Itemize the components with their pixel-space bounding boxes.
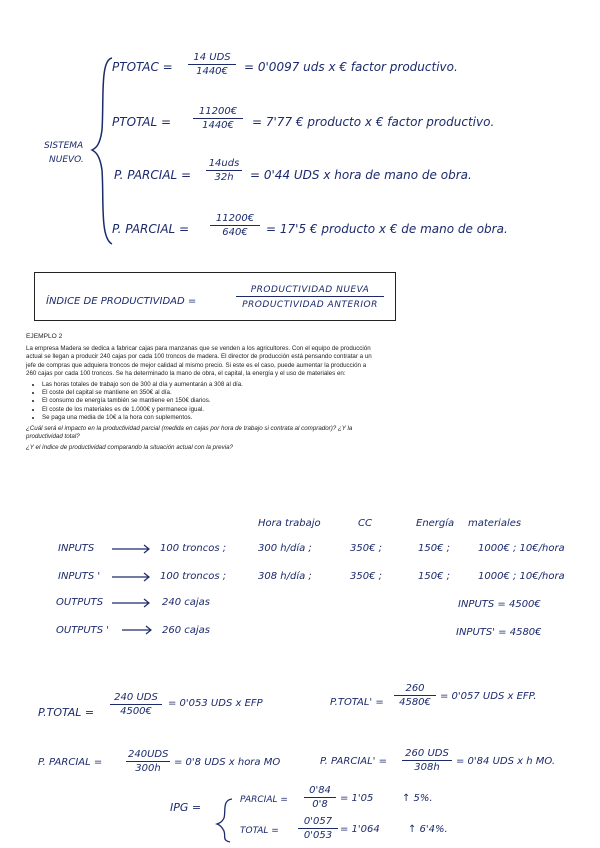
pparcial-den: 300h xyxy=(135,763,161,774)
row-inputs-energia: 150€ ; xyxy=(418,543,450,554)
ptotal-den: 4500€ xyxy=(120,706,152,717)
header-cc: CC xyxy=(358,518,372,529)
ipg-parcial-lhs: PARCIAL = xyxy=(240,795,288,805)
header-energia: Energía xyxy=(416,518,455,529)
row-inputs2-cc: 350€ ; xyxy=(350,571,382,582)
pparcial-fraction xyxy=(126,749,170,775)
eq3-rhs: = 0'44 UDS x hora de mano de obra. xyxy=(250,168,472,182)
eq3-lhs: P. PARCIAL = xyxy=(114,168,192,182)
pparcial-lhs: P. PARCIAL = xyxy=(38,757,103,768)
ipg-total-lhs: TOTAL = xyxy=(240,826,279,836)
ptotal2-rhs: = 0'057 UDS x EFP. xyxy=(440,691,537,702)
example-bullet: • El consumo de energía también se mantiene en 150€ diarios. xyxy=(42,397,372,405)
ptotal2-den: 4580€ xyxy=(399,697,431,708)
row-inputs-horas: 300 h/día ; xyxy=(258,543,312,554)
pparcial-rhs: = 0'8 UDS x hora MO xyxy=(174,757,281,768)
eq2-rhs: = 7'77 € producto x € factor productivo. xyxy=(252,115,495,129)
row-inputs-label: INPUTS xyxy=(58,543,95,554)
example-question-1: ¿Cuál será el impacto en la productividad parcial (medida en cajas por hora de trabajo si contrata al comprador)? ¿Y la productividad total? xyxy=(26,425,353,441)
ipg-total-pct: ↑ 6'4%. xyxy=(408,824,448,835)
ptotal-rhs: = 0'053 UDS x EFP xyxy=(168,698,263,709)
ptotal-fraction xyxy=(110,692,162,718)
example-title: EJEMPLO 2 xyxy=(26,333,63,340)
eq4-rhs: = 17'5 € producto x € de mano de obra. xyxy=(266,222,508,236)
pparcial2-fraction xyxy=(402,748,452,774)
row-inputs-materiales: 1000€ ; 10€/hora xyxy=(478,543,565,554)
ipg-parcial-fraction xyxy=(304,785,336,811)
row-inputs-cc: 350€ ; xyxy=(350,543,382,554)
eq1-lhs: PTOTAC = xyxy=(112,60,173,74)
example-bullet: • El coste del capital se mantiene en 350€ al día. xyxy=(42,389,372,397)
ipg-total-den: 0'053 xyxy=(303,830,333,841)
ptotal2-fraction xyxy=(394,683,436,709)
pparcial2-lhs: P. PARCIAL' = xyxy=(320,756,387,767)
ipg-total-rhs: = 1'064 xyxy=(340,824,380,835)
eq4-den: 640€ xyxy=(222,227,248,238)
eq4-lhs: P. PARCIAL = xyxy=(112,222,190,236)
row-outputs-label: OUTPUTS xyxy=(56,597,104,608)
ipg-total-num: 0'057 xyxy=(298,816,338,829)
eq2-num: 11200€ xyxy=(193,106,243,119)
row-inputs2-materiales: 1000€ ; 10€/hora xyxy=(478,571,565,582)
sistema-label-2: NUEVO. xyxy=(49,155,84,165)
ipg-parcial-num: 0'84 xyxy=(304,785,336,798)
eq3-num: 14uds xyxy=(206,158,242,171)
row-inputs-total: INPUTS = 4500€ xyxy=(458,599,541,610)
eq4-num: 11200€ xyxy=(210,213,260,226)
row-inputs2-label: INPUTS ' xyxy=(58,571,101,582)
example-paragraph: La empresa Madera se dedica a fabricar cajas para manzanas que se venden a los agricultores. Con el equipo de producción actual se llegan a producir 240 cajas por cada 100 troncos de madera. El director de producción está pensando contratar a un jefe de compras que adquiera troncos de mejor calidad al mismo precio. Si este es el caso, puede aumentar la producción a 260 cajas por cada 100 troncos. Se ha determinado la mano de obra, el capital, la energía y el uso de materiales en: xyxy=(26,345,372,377)
ptotal-num: 240 UDS xyxy=(110,692,162,705)
row-inputs-troncos: 100 troncos ; xyxy=(160,543,227,554)
header-hora-trabajo: Hora trabajo xyxy=(258,518,321,529)
eq1-rhs: = 0'0097 uds x € factor productivo. xyxy=(244,60,458,74)
example-bullet: • Se paga una media de 10€ a la hora con suplementos. xyxy=(42,414,372,422)
eq2-lhs: PTOTAL = xyxy=(112,115,172,129)
sistema-label-1: SISTEMA xyxy=(44,141,84,151)
eq1-num: 14 UDS xyxy=(188,52,236,65)
row-inputs2-total: INPUTS' = 4580€ xyxy=(456,627,542,638)
example-question-2: ¿Y el índice de productividad comparando la situación actual con la previa? xyxy=(26,444,233,452)
row-outputs2-cajas: 260 cajas xyxy=(162,625,211,636)
pparcial2-num: 260 UDS xyxy=(402,748,452,761)
eq1-den: 1440€ xyxy=(196,66,228,77)
ptotal2-num: 260 xyxy=(394,683,436,696)
ptotal-lhs: P.TOTAL = xyxy=(38,706,95,719)
row-outputs-cajas: 240 cajas xyxy=(162,597,211,608)
ipg-parcial-pct: ↑ 5%. xyxy=(402,793,433,804)
row-inputs2-energia: 150€ ; xyxy=(418,571,450,582)
pparcial2-den: 308h xyxy=(414,762,440,773)
header-materiales: materiales xyxy=(468,518,522,529)
ptotal2-lhs: P.TOTAL' = xyxy=(330,697,384,708)
row-inputs2-horas: 308 h/día ; xyxy=(258,571,312,582)
example-bullet: • El coste de los materiales es de 1.000€ y permanece igual. xyxy=(42,406,372,414)
row-outputs2-label: OUTPUTS ' xyxy=(56,625,110,636)
ipg-total-fraction xyxy=(298,816,338,842)
eq2-den: 1440€ xyxy=(202,120,234,131)
indice-label: ÍNDICE DE PRODUCTIVIDAD = xyxy=(46,296,197,307)
pparcial2-rhs: = 0'84 UDS x h MO. xyxy=(456,756,556,767)
ipg-parcial-rhs: = 1'05 xyxy=(340,793,374,804)
pparcial-num: 240UDS xyxy=(128,749,169,760)
ipg-parcial-den: 0'8 xyxy=(312,799,328,810)
example-bullet: • Las horas totales de trabajo son de 300 al día y aumentarán a 308 al día. xyxy=(42,381,372,389)
row-inputs2-troncos: 100 troncos ; xyxy=(160,571,227,582)
indice-num: PRODUCTIVIDAD NUEVA xyxy=(236,284,384,297)
ipg-label: IPG = xyxy=(170,801,202,814)
eq3-den: 32h xyxy=(214,172,234,183)
indice-den: PRODUCTIVIDAD ANTERIOR xyxy=(242,300,378,310)
